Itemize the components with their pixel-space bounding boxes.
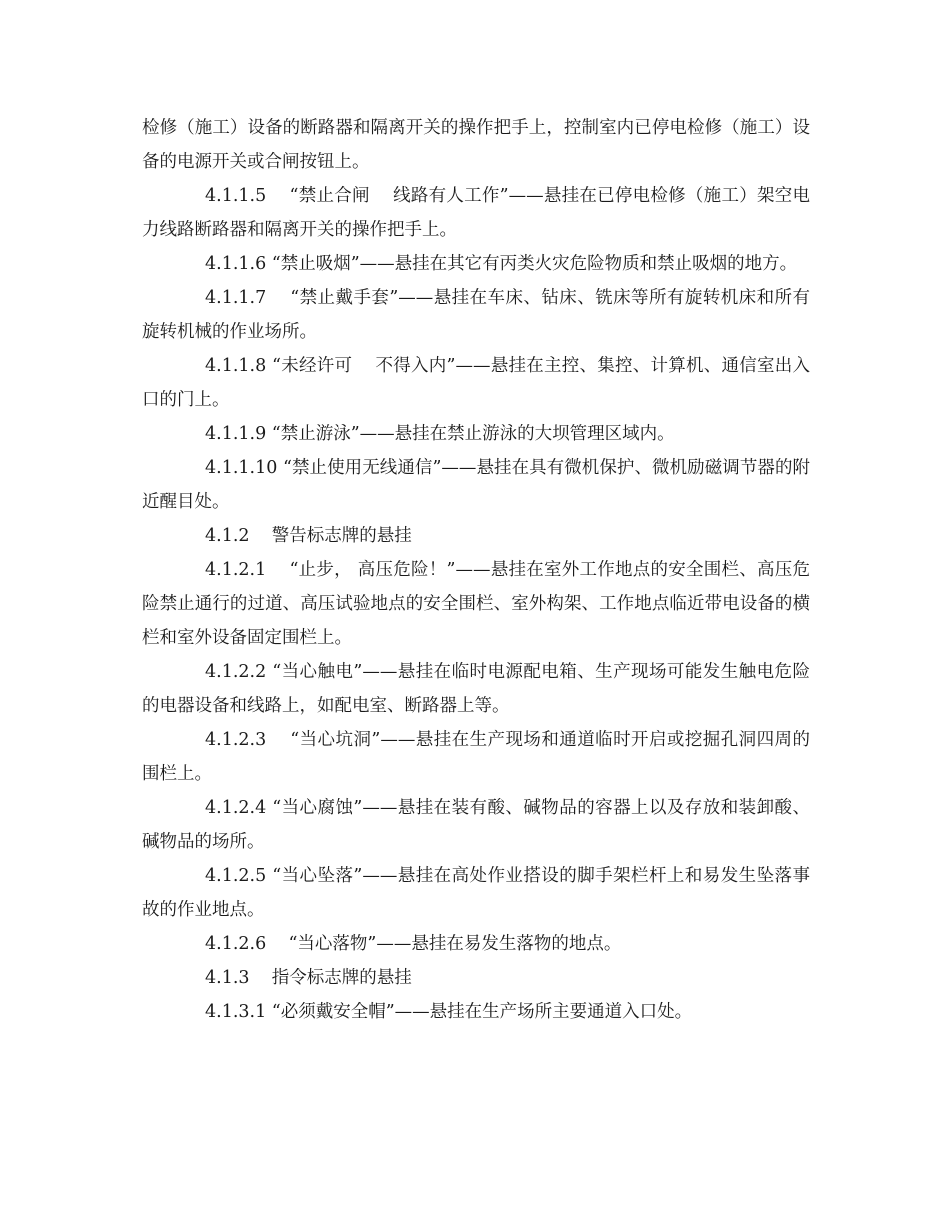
clause-4-1-2-4: 4.1.2.4 “当心腐蚀”——悬挂在装有酸、碱物品的容器上以及存放和装卸酸、碱物品的场所。 — [142, 798, 810, 852]
clause-4-1-3-1: 4.1.3.1 “必须戴安全帽”——悬挂在生产场所主要通道入口处。 — [205, 1002, 693, 1022]
paragraph-continuation: 检修（施工）设备的断路器和隔离开关的操作把手上，控制室内已停电检修（施工）设备的电源开关或合闸按钮上。 — [142, 118, 810, 172]
clause-4-1-2-1: 4.1.2.1 “止步， 高压危险！”——悬挂在室外工作地点的安全围栏、高压危险禁止通行的过道、高压试验地点的安全围栏、室外构架、工作地点临近带电设备的横栏和室外设备固定围栏上。 — [142, 560, 810, 648]
clause-4-1-2-2: 4.1.2.2 “当心触电”——悬挂在临时电源配电箱、生产现场可能发生触电危险的电器设备和线路上，如配电室、断路器上等。 — [142, 662, 810, 716]
clause-4-1-1-8: 4.1.1.8 “未经许可 不得入内”——悬挂在主控、集控、计算机、通信室出入口的门上。 — [142, 356, 810, 410]
clause-4-1-1-9: 4.1.1.9 “禁止游泳”——悬挂在禁止游泳的大坝管理区域内。 — [205, 424, 675, 444]
section-heading-4-1-3: 4.1.3 指令标志牌的悬挂 — [205, 968, 412, 988]
clause-4-1-2-3: 4.1.2.3 “当心坑洞”——悬挂在生产现场和通道临时开启或挖掘孔洞四周的围栏上。 — [142, 730, 810, 784]
clause-4-1-1-5: 4.1.1.5 “禁止合闸 线路有人工作”——悬挂在已停电检修（施工）架空电力线路断路器和隔离开关的操作把手上。 — [142, 186, 810, 240]
clause-4-1-1-10: 4.1.1.10 “禁止使用无线通信”——悬挂在具有微机保护、微机励磁调节器的附近醒目处。 — [142, 458, 810, 512]
section-heading-4-1-2: 4.1.2 警告标志牌的悬挂 — [205, 526, 412, 546]
clause-4-1-2-6: 4.1.2.6 “当心落物”——悬挂在易发生落物的地点。 — [205, 934, 622, 954]
document-body — [142, 111, 810, 1029]
clause-4-1-2-5: 4.1.2.5 “当心坠落”——悬挂在高处作业搭设的脚手架栏杆上和易发生坠落事故的作业地点。 — [142, 866, 810, 920]
clause-4-1-1-7: 4.1.1.7 “禁止戴手套”——悬挂在车床、钻床、铣床等所有旋转机床和所有旋转机械的作业场所。 — [142, 288, 810, 342]
clause-4-1-1-6: 4.1.1.6 “禁止吸烟”——悬挂在其它有丙类火灾危险物质和禁止吸烟的地方。 — [205, 254, 798, 274]
